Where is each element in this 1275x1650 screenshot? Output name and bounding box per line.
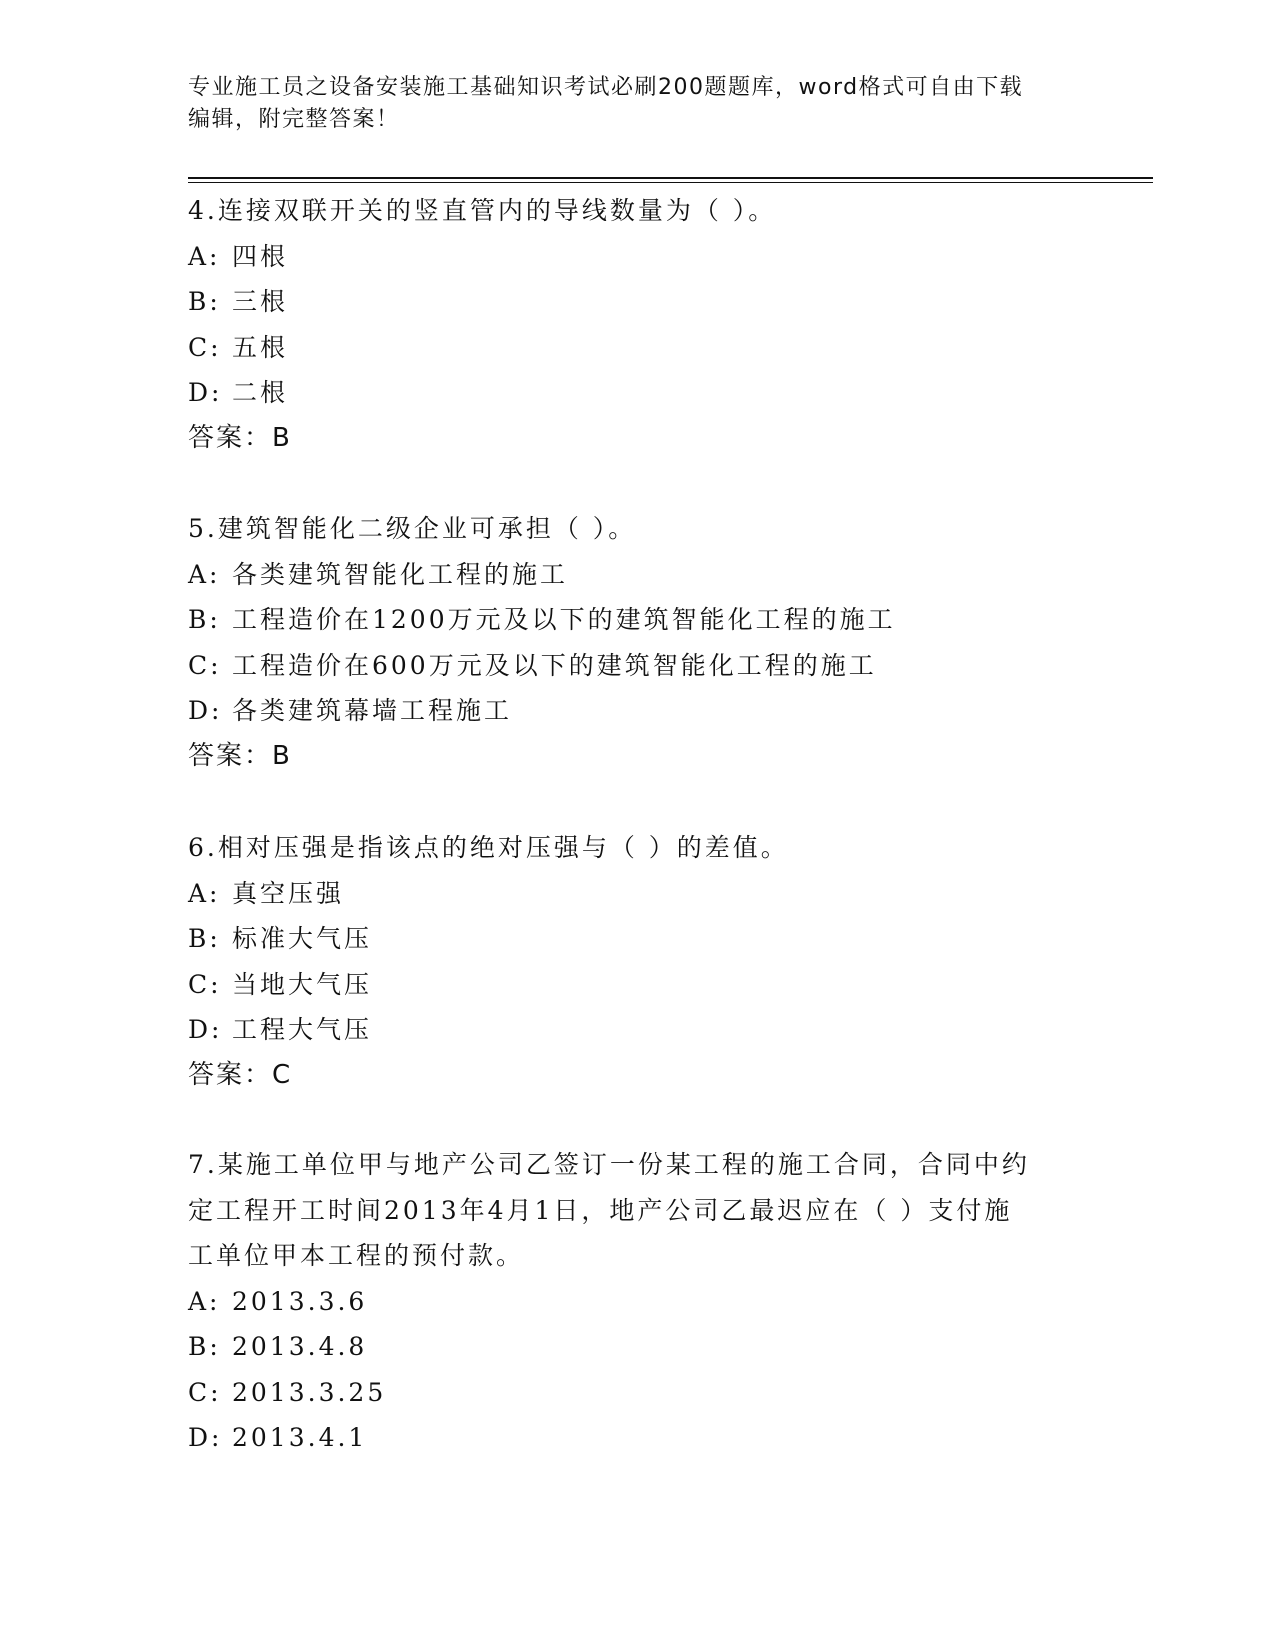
option-b	[188, 597, 1088, 643]
question-stem: 相对压强是指该点的绝对压强与（ ）的差值。	[217, 833, 789, 862]
option-key: C:	[188, 332, 222, 362]
answer-label: 答案：	[188, 1059, 273, 1090]
option-key: D:	[188, 1423, 223, 1452]
question-4	[188, 188, 1088, 461]
question-stem-line	[188, 1142, 1088, 1188]
header-divider-thin	[188, 182, 1153, 183]
answer-value: C	[272, 1059, 293, 1090]
option-text: 2013.3.6	[232, 1286, 368, 1316]
option-a	[188, 552, 1088, 598]
option-d	[188, 370, 1088, 416]
question-text	[188, 825, 1088, 871]
option-text: 四根	[232, 241, 289, 271]
option-text: 当地大气压	[232, 969, 373, 999]
option-text: 工程大气压	[232, 1015, 373, 1044]
option-d	[188, 688, 1088, 734]
answer-value: B	[272, 740, 292, 771]
question-stem-line-2: 定工程开工时间2013年4月1日，地产公司乙最迟应在（ ）支付施	[188, 1195, 1013, 1225]
option-key: B:	[188, 1332, 221, 1361]
header-line-2: 编辑，附完整答案！	[188, 107, 400, 132]
option-text: 工程造价在600万元及以下的建筑智能化工程的施工	[232, 650, 877, 680]
option-c	[188, 643, 1088, 689]
question-5	[188, 506, 1088, 779]
document-header	[188, 72, 1088, 136]
header-divider-thick	[188, 177, 1153, 179]
question-text	[188, 188, 1088, 234]
option-key: C:	[188, 969, 222, 999]
question-number: 5.	[188, 514, 218, 543]
question-number: 6.	[188, 833, 218, 862]
answer-label: 答案：	[188, 740, 273, 771]
answer-label: 答案：	[188, 422, 273, 453]
option-c	[188, 325, 1088, 371]
option-text: 2013.3.25	[232, 1377, 387, 1407]
option-a	[188, 1279, 1088, 1325]
option-key: C:	[188, 1377, 222, 1407]
option-text: 各类建筑智能化工程的施工	[232, 559, 569, 589]
option-key: C:	[188, 650, 222, 680]
option-key: A:	[188, 878, 221, 908]
option-key: B:	[188, 287, 221, 316]
option-key: A:	[188, 241, 221, 271]
question-number: 7.	[188, 1150, 218, 1179]
option-a	[188, 234, 1088, 280]
option-text: 五根	[232, 332, 289, 362]
option-a	[188, 871, 1088, 917]
option-text: 标准大气压	[232, 924, 373, 953]
option-c	[188, 1370, 1088, 1416]
answer-line	[188, 734, 1088, 780]
option-b	[188, 279, 1088, 325]
option-b	[188, 916, 1088, 962]
option-c	[188, 962, 1088, 1008]
option-key: A:	[188, 1286, 221, 1316]
question-stem: 连接双联开关的竖直管内的导线数量为（ ）。	[217, 196, 777, 225]
option-key: D:	[188, 378, 223, 407]
option-text: 工程造价在1200万元及以下的建筑智能化工程的施工	[232, 605, 896, 634]
option-text: 2013.4.8	[232, 1332, 368, 1361]
option-text: 各类建筑幕墙工程施工	[232, 696, 513, 725]
option-text: 二根	[232, 378, 289, 407]
question-stem-line-3: 工单位甲本工程的预付款。	[188, 1241, 525, 1270]
option-d	[188, 1007, 1088, 1053]
question-text	[188, 1142, 1088, 1279]
question-stem: 建筑智能化二级企业可承担（ ）。	[217, 514, 637, 543]
option-d	[188, 1415, 1088, 1461]
header-line-1: 专业施工员之设备安装施工基础知识考试必刷200题题库，word格式可自由下载	[188, 75, 1024, 100]
option-text: 真空压强	[232, 878, 345, 908]
question-text	[188, 506, 1088, 552]
option-text: 2013.4.1	[232, 1423, 368, 1452]
option-text: 三根	[232, 287, 289, 316]
option-key: D:	[188, 1015, 223, 1044]
answer-line	[188, 1053, 1088, 1099]
answer-value: B	[272, 422, 292, 453]
question-number: 4.	[188, 196, 218, 225]
question-6	[188, 825, 1088, 1098]
question-stem-line-1: 某施工单位甲与地产公司乙签订一份某工程的施工合同，合同中约	[217, 1150, 1030, 1179]
option-key: A:	[188, 559, 221, 589]
option-key: B:	[188, 605, 221, 634]
answer-line	[188, 416, 1088, 462]
option-b	[188, 1324, 1088, 1370]
question-7	[188, 1142, 1088, 1461]
option-key: B:	[188, 924, 221, 953]
option-key: D:	[188, 696, 223, 725]
